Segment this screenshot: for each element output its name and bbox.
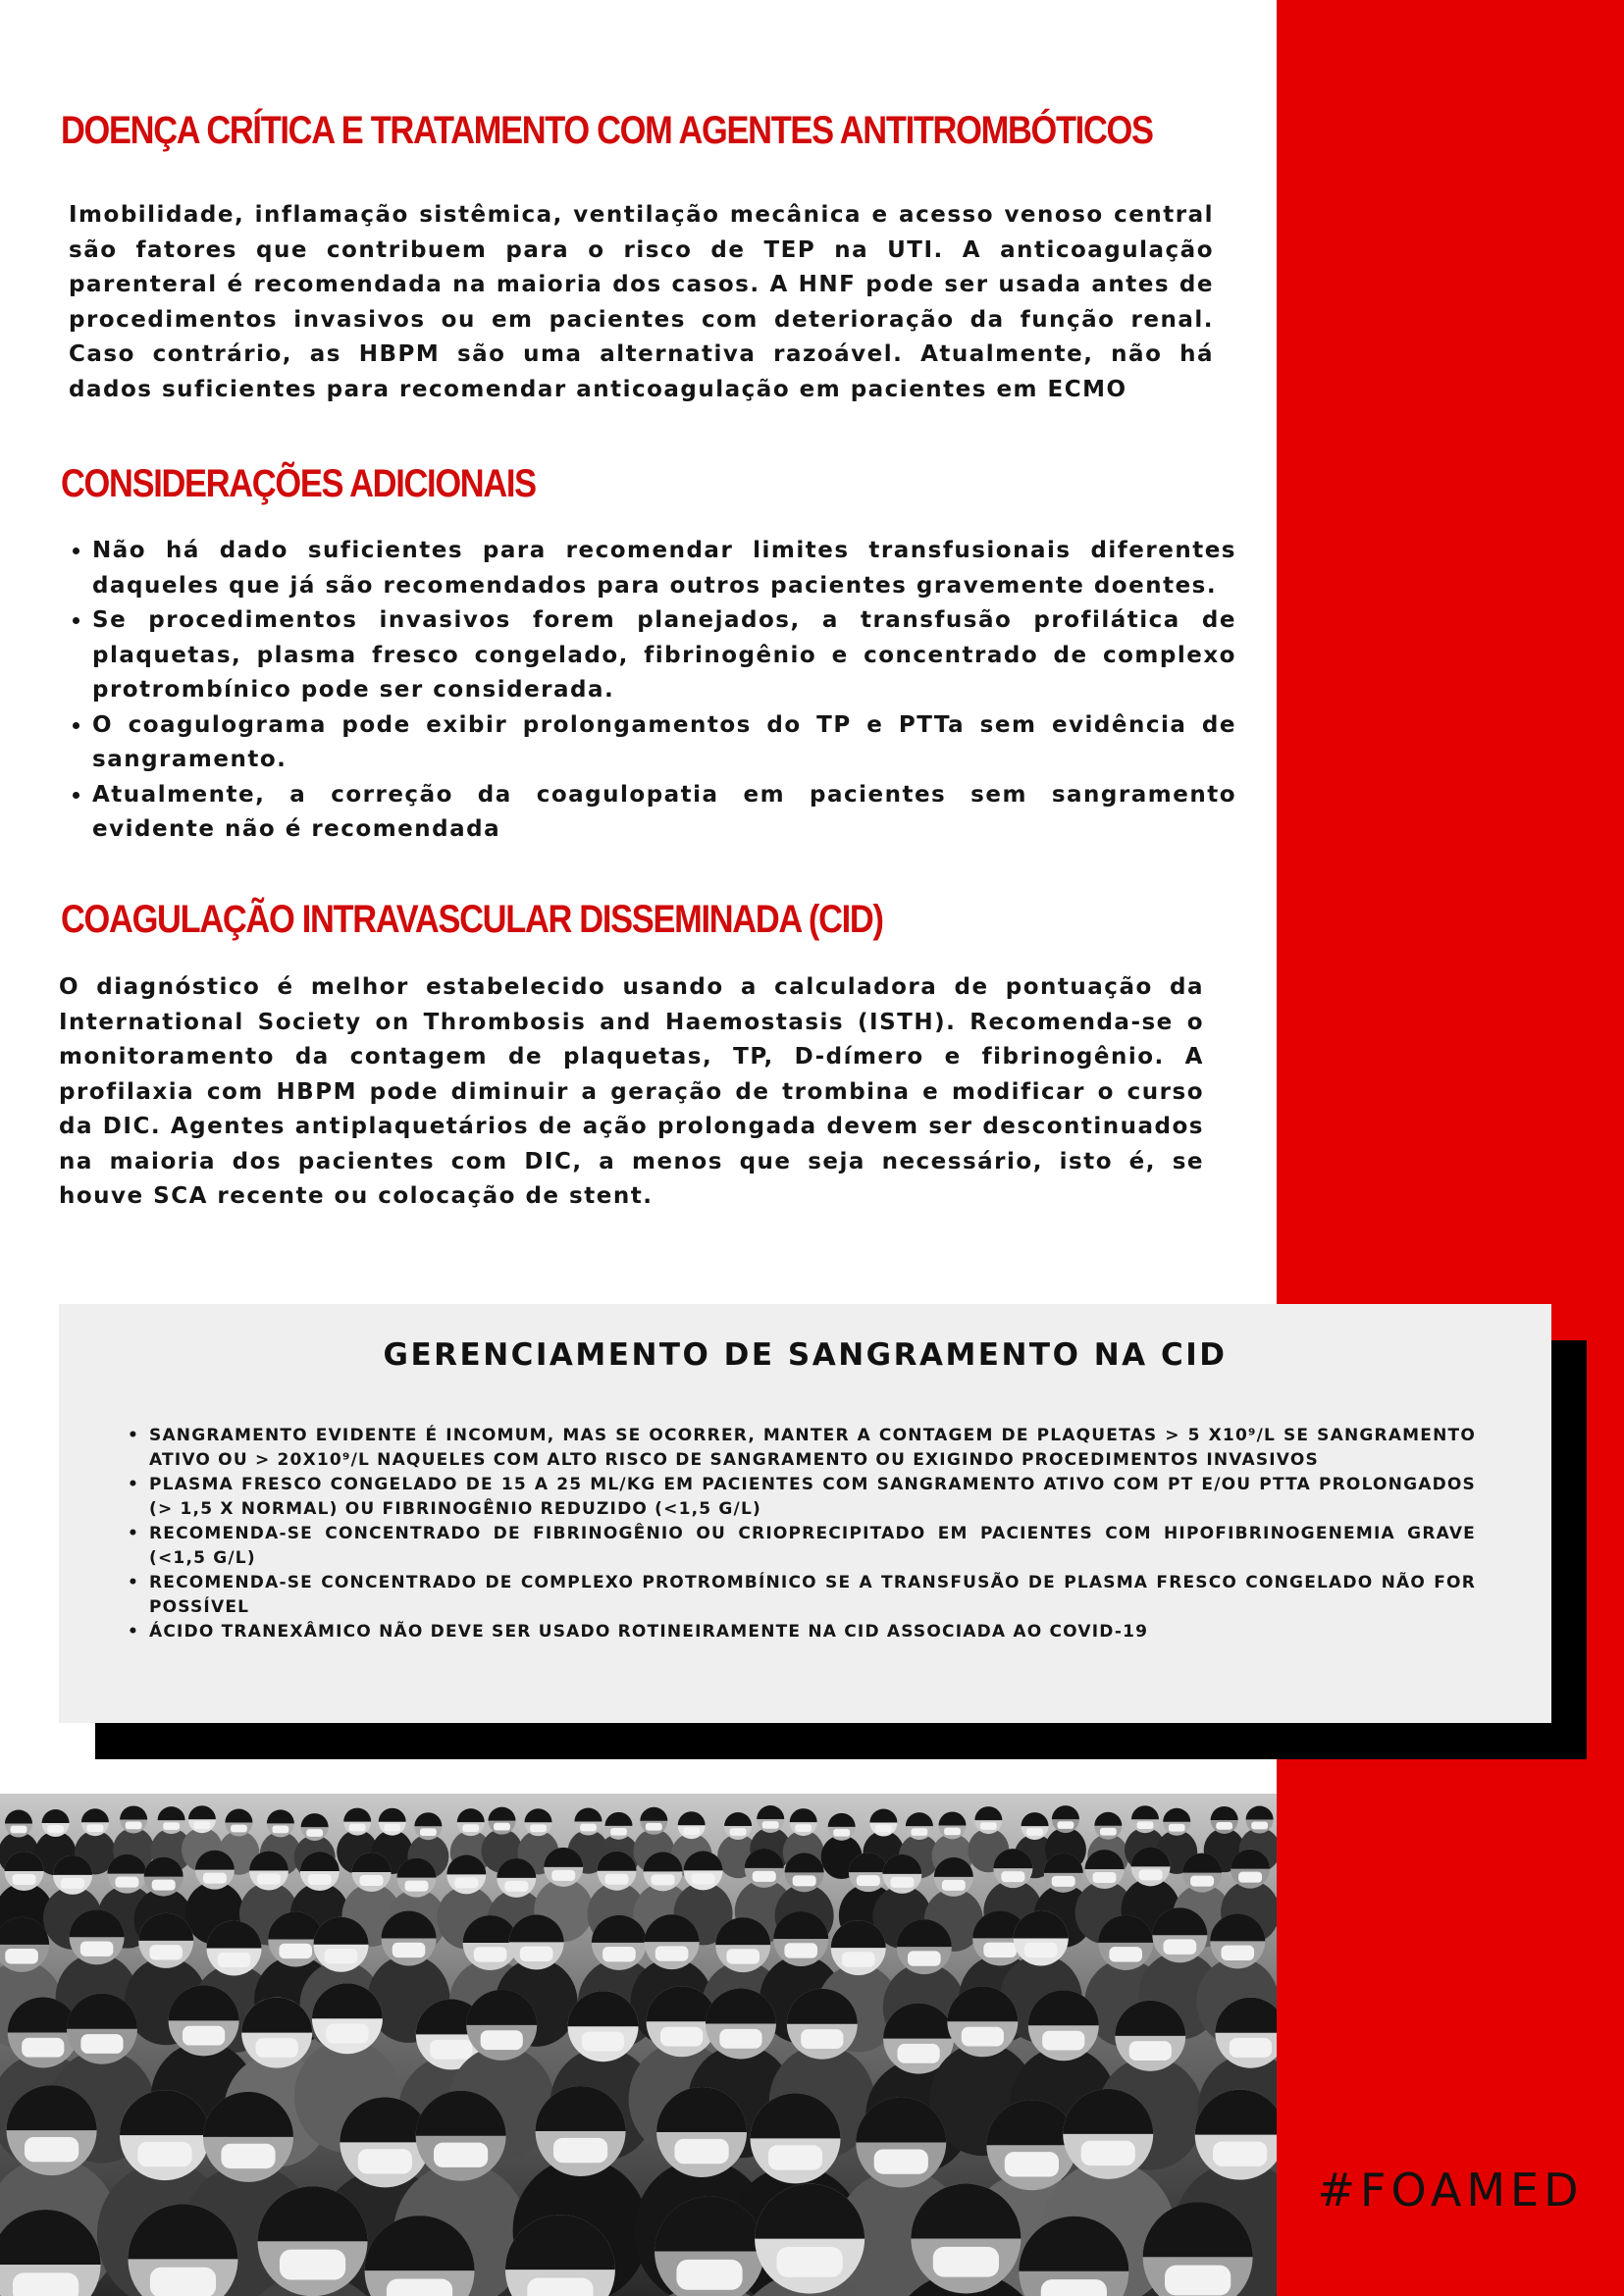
face-mask	[256, 2038, 298, 2058]
face-mask	[692, 1873, 715, 1884]
list-item: • RECOMENDA-SE CONCENTRADO DE FIBRINOGÊNIO OU CRIOPRECIPITADO EM PACIENTES COM HIPOFIBRINOGENEMIA GRAVE (<1,5 G/L)	[149, 1522, 1476, 1571]
face-mask	[655, 1946, 689, 1960]
face-mask	[1129, 2041, 1172, 2061]
list-item: • SANGRAMENTO EVIDENTE É INCOMUM, MAS SE OCORRER, MANTER A CONTAGEM DE PLAQUETAS > 5 X10⁹/L SE SANGRAMENTO ATIVO OU > 20X10⁹/L NAQUELES COM ALTO RISCO DE SANGRAMENTO OU EXIGINDO PROCEDIMENTOS INVASIVOS	[149, 1424, 1476, 1473]
face-mask	[1024, 1943, 1058, 1957]
crowd-masks-photo	[0, 1794, 1277, 2296]
face-mask	[753, 1871, 776, 1882]
face-mask	[474, 1947, 507, 1961]
face-mask	[1093, 1872, 1117, 1883]
face-mask	[962, 2027, 1004, 2047]
face-mask	[983, 1943, 1017, 1957]
section-text-antithrombotic: Imobilidade, inflamação sistêmica, ventilação mecânica e acesso venoso central são fatores que contribuem para o risco de TEP na UTI. A anticoagulação parenteral é recomendada na maioria dos casos. A HNF pode ser usada antes de procedimentos invasivos ou em pacientes com deterioração da função renal. Caso contrário, as HBPM são uma alternativa razoável. Atualmente, não há dados suficientes para recomendar anticoagulação em pacientes em ECMO	[69, 202, 1214, 402]
face-mask	[454, 1877, 478, 1888]
face-mask	[1109, 1947, 1142, 1961]
face-mask	[530, 1824, 547, 1832]
face-mask	[306, 1829, 323, 1837]
face-mask	[47, 1825, 64, 1833]
section-text-cid: O diagnóstico é melhor estabelecido usando a calculadora de pontuação da International Society on Thrombosis and Haemostasis (ISTH). Recomenda-se o monitoramento da contagem de plaquetas, TP, D-dímero e fibrinogênio. A profilaxia com HBPM pode diminuir a geração de trombina e modificar o curso da DIC. Agentes antiplaquetários de ação prolongada devem ser descontinuados na maioria dos pacientes com DIC, a menos que seja necessário, isto é, se houve SCA recente ou colocação de stent.	[59, 974, 1204, 1209]
face-mask	[1190, 1876, 1214, 1887]
face-mask	[11, 1826, 27, 1834]
list-item: • Não há dado suficientes para recomendar limites transfusionais diferentes daqueles que já são recomendados para outros pacientes gravemente doentes.	[92, 534, 1236, 603]
crowd-photo-svg	[0, 1794, 1277, 2296]
face-mask	[434, 2143, 488, 2167]
face-mask	[494, 1823, 510, 1831]
face-mask	[610, 1828, 627, 1836]
face-mask	[137, 2142, 191, 2166]
red-side-band	[1277, 0, 1624, 2296]
face-mask	[231, 1825, 247, 1833]
face-mask	[646, 1823, 662, 1831]
face-mask	[874, 2149, 928, 2173]
list-item: • RECOMENDA-SE CONCENTRADO DE COMPLEXO PROTROMBÍNICO SE A TRANSFUSÃO DE PLASMA FRESCO CONGELADO NÃO FOR POSSÍVEL	[149, 1571, 1476, 1620]
section-title-antithrombotic: DOENÇA CRÍTICA E TRATAMENTO COM AGENTES ANTITROMBÓTICOS	[61, 109, 1153, 152]
face-mask	[683, 1827, 700, 1835]
face-mask	[890, 1877, 914, 1888]
face-mask	[462, 1824, 479, 1832]
face-mask	[393, 1943, 426, 1957]
face-mask	[580, 1824, 597, 1832]
face-mask	[1165, 2266, 1231, 2296]
face-mask	[833, 1829, 850, 1837]
face-mask	[61, 1878, 84, 1889]
additional-list	[61, 534, 1236, 848]
face-mask	[730, 1828, 747, 1836]
face-mask	[719, 2029, 761, 2049]
face-mask	[1042, 2031, 1084, 2051]
face-mask	[1216, 1822, 1232, 1830]
face-mask	[126, 1822, 142, 1830]
face-mask	[660, 2027, 703, 2047]
face-mask	[520, 1947, 553, 1961]
face-mask	[5, 1949, 38, 1963]
face-mask	[218, 1953, 251, 1967]
face-mask	[875, 1825, 892, 1833]
face-mask	[203, 1873, 227, 1884]
face-mask	[1164, 1939, 1197, 1954]
face-mask	[801, 2029, 843, 2049]
face-mask	[150, 2268, 216, 2296]
face-mask	[784, 1943, 817, 1957]
face-mask	[87, 1824, 104, 1832]
face-mask	[1251, 1822, 1268, 1830]
face-mask	[360, 1875, 384, 1886]
box-title: GERENCIAMENTO DE SANGRAMENTO NA CID	[383, 1337, 1228, 1373]
face-mask	[115, 1877, 138, 1888]
section-title-additional: CONSIDERAÇÕES ADICIONAIS	[61, 462, 536, 505]
face-mask	[674, 2139, 728, 2164]
face-mask	[326, 2024, 368, 2044]
face-mask	[1137, 1821, 1154, 1829]
bleeding-management-box	[59, 1304, 1551, 1723]
face-mask	[676, 2260, 742, 2290]
face-mask	[13, 1874, 36, 1885]
face-mask	[80, 1941, 114, 1956]
face-mask	[942, 1880, 966, 1891]
face-mask	[272, 1826, 288, 1834]
face-mask	[1100, 1828, 1117, 1836]
face-mask	[980, 1822, 997, 1830]
face-mask	[404, 1881, 428, 1892]
face-mask	[13, 2272, 79, 2296]
section-title-cid: COAGULAÇÃO INTRAVASCULAR DISSEMINADA (CID)	[61, 898, 883, 941]
face-mask	[22, 2038, 64, 2058]
face-mask	[842, 1952, 875, 1966]
list-item: • PLASMA FRESCO CONGELADO DE 15 A 25 ML/KG EM PACIENTES COM SANGRAMENTO ATIVO COM PT E/OU PTTA PROLONGADOS (> 1,5 X NORMAL) OU FIBRINOGÊNIO REDUZIDO (<1,5 G/L)	[149, 1473, 1476, 1522]
face-mask	[420, 1828, 437, 1836]
face-mask	[430, 2040, 472, 2060]
face-mask	[908, 1951, 941, 1965]
face-mask	[1169, 1824, 1185, 1832]
face-mask	[762, 1821, 779, 1829]
face-mask	[777, 2247, 843, 2277]
face-mask	[1001, 1871, 1024, 1882]
face-mask	[551, 1870, 575, 1881]
face-mask	[1026, 1828, 1043, 1836]
face-mask	[911, 1828, 927, 1836]
face-mask	[768, 2145, 822, 2169]
face-mask	[793, 1875, 816, 1886]
face-mask	[1213, 2142, 1267, 2166]
face-mask	[605, 1874, 629, 1885]
face-mask	[652, 1874, 675, 1885]
face-mask	[358, 2149, 412, 2173]
face-mask	[1052, 1876, 1075, 1887]
face-mask	[504, 1881, 528, 1892]
face-mask	[527, 2277, 593, 2296]
face-mask	[857, 1875, 880, 1886]
list-item: • O coagulograma pode exibir prolongamentos do TP e PTTa sem evidência de sangramento.	[92, 708, 1236, 778]
face-mask	[1238, 1872, 1262, 1883]
list-item: • Atualmente, a correção da coagulopatia em pacientes sem sangramento evidente não é recomendada	[92, 778, 1236, 848]
face-mask	[221, 2144, 275, 2168]
face-mask	[183, 2026, 225, 2046]
list-item: • ÁCIDO TRANEXÂMICO NÃO DEVE SER USADO ROTINEIRAMENTE NA CID ASSOCIADA AO COVID-19	[149, 1620, 1476, 1644]
face-mask	[25, 2137, 79, 2162]
face-mask	[481, 2030, 523, 2050]
face-mask	[280, 2250, 345, 2280]
face-mask	[387, 2278, 452, 2296]
box-list	[149, 1424, 1476, 1644]
face-mask	[1058, 1821, 1074, 1829]
face-mask	[795, 1824, 812, 1832]
face-mask	[1041, 2279, 1107, 2296]
face-mask	[80, 2034, 123, 2054]
face-mask	[257, 1874, 281, 1885]
face-mask	[726, 1949, 760, 1963]
face-mask	[898, 2044, 940, 2063]
face-mask	[1221, 1946, 1254, 1960]
face-mask	[152, 1880, 176, 1891]
face-mask	[1081, 2141, 1135, 2166]
face-mask	[325, 1949, 358, 1963]
face-mask	[933, 2247, 999, 2277]
face-mask	[1139, 1869, 1163, 1880]
face-mask	[194, 1821, 211, 1829]
face-mask	[163, 1822, 180, 1830]
face-mask	[602, 1947, 636, 1961]
foamed-hashtag: #FOAMED	[1317, 2164, 1584, 2217]
face-mask	[582, 2032, 624, 2052]
face-mask	[349, 1824, 366, 1832]
face-mask	[1230, 2038, 1272, 2058]
face-mask	[553, 2138, 607, 2163]
face-mask	[279, 1944, 312, 1958]
face-mask	[384, 1824, 400, 1832]
face-mask	[944, 1828, 961, 1836]
list-item: • Se procedimentos invasivos forem planejados, a transfusão profilática de plaquetas, plasma fresco congelado, fibrinogênio e concentrado de complexo protrombínico pode ser considerada.	[92, 603, 1236, 708]
face-mask	[149, 1945, 183, 1959]
face-mask	[308, 1874, 332, 1885]
face-mask	[1005, 2152, 1059, 2176]
